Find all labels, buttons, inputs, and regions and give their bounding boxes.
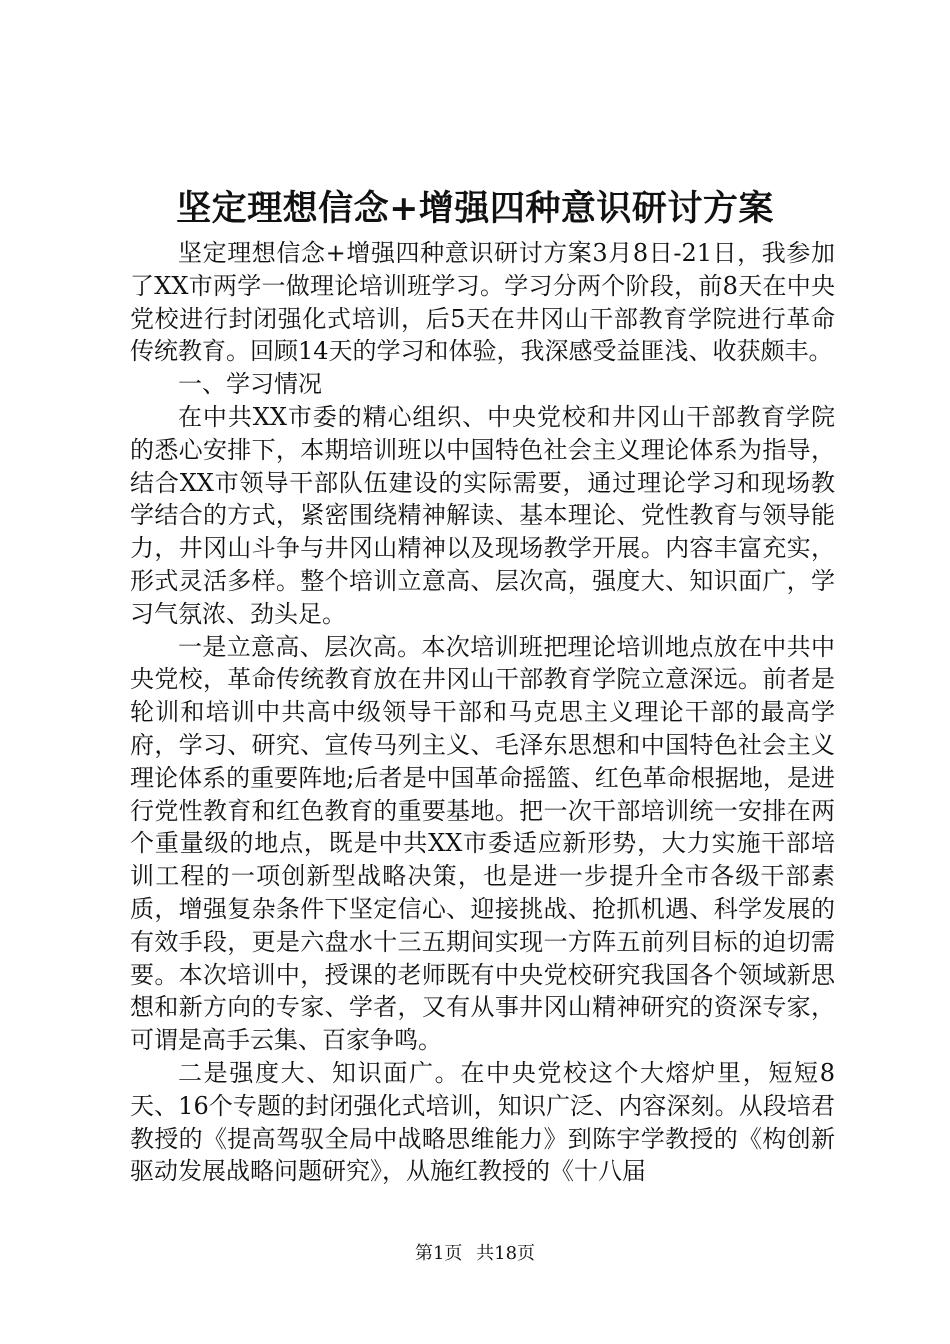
paragraph: 二是强度大、知识面广。在中央党校这个大熔炉里，短短8天、16个专题的封闭强化式培训，知识广泛、内容深刻。从段培君教授的《提高驾驭全局中战略思维能力》到陈宇学教授的《构创新驱动发展战略问题研究》，从施红教授的《十八届: [130, 1058, 835, 1186]
paragraph: 一是立意高、层次高。本次培训班把理论培训地点放在中共中央党校，革命传统教育放在井冈山干部教育学院立意深远。前者是轮训和培训中共高中级领导干部和马克思主义理论干部的最高学府，学习、研究、宣传马列主义、毛泽东思想和中国特色社会主义理论体系的重要阵地;后者是中国革命摇篮、红色革命根据地，是进行党性教育和红色教育的重要基地。把一次干部培训统一安排在两个重量级的地点，既是中共XX市委适应新形势，大力实施干部培训工程的一项创新型战略决策，也是进一步提升全市各级干部素质，增强复杂条件下坚定信心、迎接挑战、抢抓机遇、科学发展的有效手段，更是六盘水十三五期间实现一方阵五前列目标的迫切需要。本次培训中，授课的老师既有中央党校研究我国各个领域新思想和新方向的专家、学者，又有从事井冈山精神研究的资深专家，可谓是高手云集、百家争鸣。: [130, 632, 835, 1055]
document-title: 坚定理想信念+增强四种意识研讨方案: [176, 188, 774, 229]
page-footer: [0, 1242, 950, 1266]
paragraph: 坚定理想信念+增强四种意识研讨方案3月8日-21日，我参加了XX市两学一做理论培训班学习。学习分两个阶段，前8天在中央党校进行封闭强化式培训，后5天在井冈山干部教育学院进行革命传统教育。回顾14天的学习和体验，我深感受益匪浅、收获颇丰。: [130, 239, 835, 366]
page-number: 第1页: [414, 1243, 463, 1264]
paragraph: 在中共XX市委的精心组织、中央党校和井冈山干部教育学院的悉心安排下，本期培训班以中国特色社会主义理论体系为指导，结合XX市领导干部队伍建设的实际需要，通过理论学习和现场教学结合的方式，紧密围绕精神解读、基本理论、党性教育与领导能力，井冈山斗争与井冈山精神以及现场教学开展。内容丰富充实，形式灵活多样。整个培训立意高、层次高，强度大、知识面广，学习气氛浓、劲头足。: [130, 402, 835, 628]
section-heading: 一、学习情况: [178, 370, 322, 399]
document-body: [130, 237, 835, 1188]
page-total: 共18页: [476, 1243, 536, 1264]
